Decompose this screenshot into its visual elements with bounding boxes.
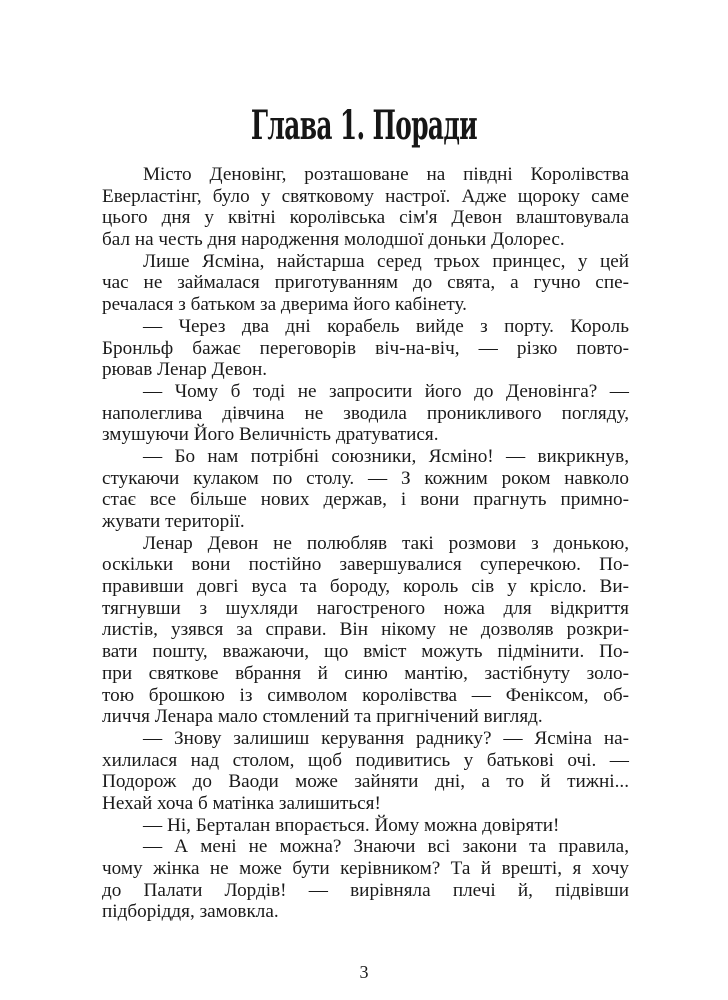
page-number: 3	[359, 962, 369, 982]
paragraph	[102, 815, 629, 837]
paragraph	[102, 381, 629, 446]
text-line: Лише Ясміна, найстарша серед трьох принцес, у цей	[143, 250, 629, 272]
paragraph	[102, 251, 629, 316]
text-line: — Чому б тоді не запросити його до Деновінга? —	[143, 380, 629, 402]
text-line: тягнувши з шухляди нагостреного ножа для відкриття	[102, 597, 629, 619]
text-line: стукаючи кулаком по столу. — З кожним роком навколо	[102, 467, 629, 489]
text-line: підборіддя, замовкла.	[102, 901, 279, 923]
text-line: листів, узявся за справи. Він нікому не дозволяв розкри-	[102, 619, 629, 641]
text-line: цього дня у квітні королівська сім'я Девон влаштовувала	[102, 207, 629, 229]
text-line: Ленар Девон не полюбляв такі розмови з донькою,	[143, 532, 629, 554]
text-line: до Палати Лордів! — вирівняла плечі й, підвівши	[102, 879, 629, 901]
text-line: — Ні, Берталан впорається. Йому можна довіряти!	[143, 814, 560, 836]
text-line: Подорож до Ваоди може зайняти дні, а то й тижні...	[102, 771, 629, 793]
text-line: правивши довгі вуса та бороду, король сів у крісло. Ви-	[102, 576, 629, 598]
text-line: при святкове вбрання й синю мантію, застібнуту золо-	[102, 662, 629, 684]
text-line: час не займалася приготуванням до свята, а гучно спе-	[102, 272, 629, 294]
text-line: вати пошту, вважаючи, що вміст можуть підмінити. По-	[102, 641, 629, 663]
text-line: личчя Ленара мало стомлений та пригнічений вигляд.	[102, 706, 543, 728]
text-line: речалася з батьком за дверима його кабінету.	[102, 294, 467, 316]
text-line: стає все більше нових держав, і вони прагнуть примно-	[102, 489, 629, 511]
text-line: оскільки вони постійно завершувалися суперечкою. По-	[102, 554, 629, 576]
text-line: рював Ленар Девон.	[102, 359, 268, 381]
text-line: хилилася над столом, щоб подивитись у батькові очі. —	[102, 749, 629, 771]
text-line: чому жінка не може бути керівником? Та й врешті, я хочу	[102, 858, 629, 879]
text-line: Бронльф бажає переговорів віч-на-віч, — різко повто-	[102, 337, 629, 359]
text-line: Місто Деновінг, розташоване на півдні Королівства	[143, 164, 629, 185]
paragraph	[102, 533, 629, 728]
text-line: наполеглива дівчина не зводила проникливого погляду,	[102, 402, 629, 424]
paragraph	[102, 446, 629, 533]
text-line: змушуючи Його Величність дратуватися.	[102, 424, 439, 446]
text-line: бал на честь дня народження молодшої доньки Долорес.	[102, 229, 565, 251]
text-line: Нехай хоча б матінка залишиться!	[102, 792, 381, 814]
text-line: — Через два дні корабель вийде з порту. Король	[143, 315, 629, 337]
body-text	[102, 164, 629, 923]
paragraph	[102, 728, 629, 815]
text-line: — А мені не можна? Знаючи всі закони та правила,	[143, 836, 629, 858]
chapter-title: Глава 1. Поради	[250, 102, 478, 149]
paragraph	[102, 836, 629, 923]
text-line: жувати території.	[102, 511, 245, 532]
text-line: тою брошкою із символом королівства — Феніксом, об-	[102, 684, 629, 706]
paragraph	[102, 164, 629, 251]
paragraph	[102, 316, 629, 381]
text-line: — Бо нам потрібні союзники, Ясміно! — викрикнув,	[143, 445, 629, 467]
text-line: — Знову залишиш керування раднику? — Ясміна на-	[143, 727, 629, 749]
text-line: Еверластінг, було у святковому настрої. Адже щороку саме	[102, 185, 629, 207]
